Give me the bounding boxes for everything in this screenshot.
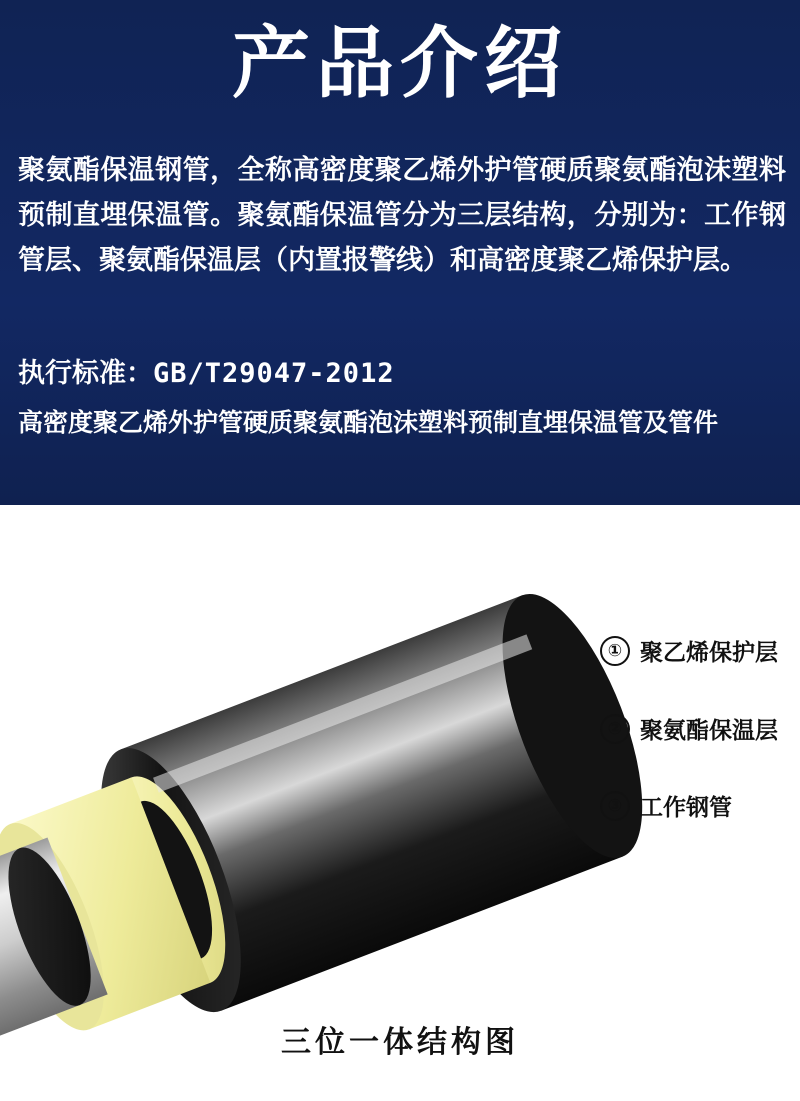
callout-number-3: ③ bbox=[600, 791, 630, 821]
callout-insulation-layer bbox=[600, 712, 778, 745]
callout-label-1: 聚乙烯保护层 bbox=[640, 640, 778, 666]
intro-paragraph: 聚氨酯保温钢管，全称高密度聚乙烯外护管硬质聚氨酯泡沫塑料预制直埋保温管。聚氨酯保温管分为三层结构，分别为：工作钢管层、聚氨酯保温层（内置报警线）和高密度聚乙烯保护层。 bbox=[18, 155, 786, 276]
standard-label: 执行标准： bbox=[18, 358, 153, 389]
figure-caption: 三位一体结构图 bbox=[281, 1025, 519, 1060]
callout-steel-pipe bbox=[600, 789, 732, 822]
standard-code: GB/T29047-2012 bbox=[153, 358, 395, 389]
standard-line bbox=[18, 354, 786, 394]
standard-description: 高密度聚乙烯外护管硬质聚氨酯泡沫塑料预制直埋保温管及管件 bbox=[18, 408, 719, 437]
page-title: 产品介绍 bbox=[231, 19, 568, 109]
callout-label-3: 工作钢管 bbox=[640, 795, 732, 821]
header-band bbox=[0, 0, 800, 505]
callout-number-1: ① bbox=[600, 636, 630, 666]
callout-label-2: 聚氨酯保温层 bbox=[640, 718, 778, 744]
callout-number-2: ② bbox=[600, 714, 630, 744]
callout-polyethylene-layer bbox=[600, 634, 778, 667]
